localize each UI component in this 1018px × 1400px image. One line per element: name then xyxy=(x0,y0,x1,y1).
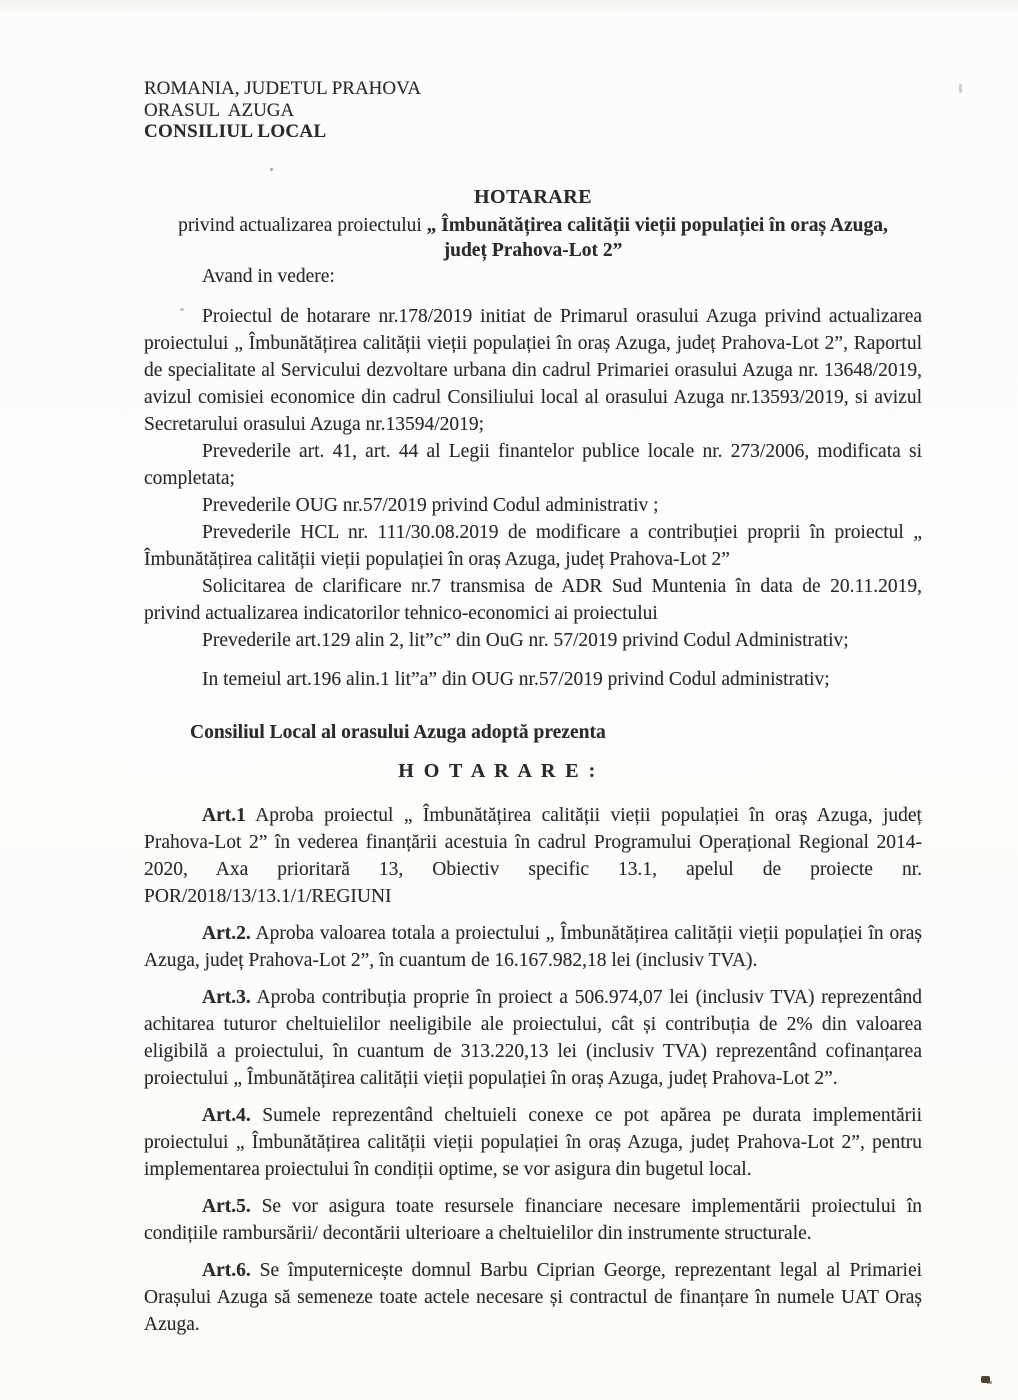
article-1-text: Aproba proiectul „ Îmbunătățirea calității vieții populației în oraș Azuga, județ Prahova-Lot 2” în vederea finanțării acestuia în cadrul Programului Operațional Regional 2014-2020, Axa prioritară 13, Obiectiv specific 13.1, apelul de proiecte nr. POR/2018/13/13.1/1/REGIUNI xyxy=(144,804,922,907)
scan-speck xyxy=(846,446,850,449)
article-5-label: Art.5. xyxy=(202,1195,251,1217)
scan-ink-mark xyxy=(981,1376,990,1383)
preamble-item: Prevederile art. 41, art. 44 al Legii finantelor publice locale nr. 273/2006, modificata si completata; xyxy=(144,440,922,489)
preamble-heading: Avand in vedere: xyxy=(202,265,335,287)
article-2-text: Aproba valoarea totala a proiectului „ Îmbunătățirea calității vieții populației în oraș Azuga, județ Prahova-Lot 2”, în cuantum de 16.167.982,18 lei (inclusiv TVA). xyxy=(144,922,922,971)
preamble-item: Prevederile art.129 alin 2, lit”c” din OuG nr. 57/2019 privind Codul Administrativ; xyxy=(202,629,849,651)
article-1-label: Art.1 xyxy=(202,804,246,826)
article-6-text: Se împuternicește domnul Barbu Ciprian George, reprezentant legal al Primariei Orașului Azuga să semeneze toate actele necesare și contractul de finanțare în numele UAT Oraș Azuga. xyxy=(144,1259,923,1335)
document-title: HOTARARE xyxy=(473,185,593,208)
preamble-item: Prevederile OUG nr.57/2019 privind Codul administrativ ; xyxy=(202,494,659,516)
article-5 xyxy=(144,1193,922,1247)
article-2 xyxy=(144,920,922,974)
article-4-label: Art.4. xyxy=(202,1104,251,1126)
article-2-label: Art.2. xyxy=(202,922,251,944)
document-subtitle-line2: județ Prahova-Lot 2” xyxy=(443,239,623,261)
document-subtitle-line1 xyxy=(144,213,922,238)
header-council: CONSILIUL LOCAL xyxy=(144,121,327,142)
article-5-text: Se vor asigura toate resursele financiare necesare implementării proiectului în condițiile rambursării/ decontării ulterioare a cheltuielilor din instrumente structurale. xyxy=(144,1195,923,1244)
preamble-item: Solicitarea de clarificare nr.7 transmisa de ADR Sud Muntenia în data de 20.11.2019, privind actualizarea indicatorilor tehnico-economici ai proiectului xyxy=(144,575,922,624)
document-content xyxy=(144,78,922,1338)
article-1 xyxy=(144,802,922,910)
article-3-text: Aproba contribuția proprie în proiect a 506.974,07 lei (inclusiv TVA) reprezentând achitarea tuturor cheltuielilor neeligibile ale proiectului, cât și contribuția de 2% din valoarea eligibilă a proiectului, în cuantum de 313.220,13 lei (inclusiv TVA) reprezentând cofinanțarea proiectului „ Îmbunătățirea calității vieții populației în oraș Azuga, județ Prahova-Lot 2”. xyxy=(144,986,922,1089)
article-3 xyxy=(144,984,922,1092)
article-6-label: Art.6. xyxy=(202,1259,251,1281)
scan-speck xyxy=(180,308,184,311)
scan-speck xyxy=(270,168,273,171)
preamble-item: Prevederile HCL nr. 111/30.08.2019 de modificare a contribuției proprii în proiectul „ Îmbunătățirea calității vieții populației în oraș Azuga, județ Prahova-Lot 2” xyxy=(144,521,922,570)
header-city: ORASUL AZUGA xyxy=(144,99,295,121)
issuing-authority-header xyxy=(144,78,922,143)
article-6 xyxy=(144,1257,922,1338)
legal-basis: In temeiul art.196 alin.1 lit”a” din OUG nr.57/2019 privind Codul administrativ; xyxy=(202,668,830,690)
article-4-text: Sumele reprezentând cheltuieli conexe ce pot apărea pe durata implementării proiectului „ Îmbunătățirea calității vieții populației în oraș Azuga, județ Prahova-Lot 2”, pentru implementarea proiectului în condiții optime, se vor asigura din bugetul local. xyxy=(144,1104,923,1180)
article-4 xyxy=(144,1102,922,1183)
document-title-block xyxy=(144,185,922,263)
subtitle-bold-part: „ Îmbunătățirea calității vieții populației în oraș Azuga, xyxy=(426,214,888,236)
adoption-line: Consiliul Local al orasului Azuga adoptă prezenta xyxy=(190,721,606,743)
subtitle-regular-part: privind actualizarea proiectului xyxy=(178,214,427,236)
scan-speck xyxy=(959,84,962,93)
decision-heading: H O T A R A R E : xyxy=(398,759,598,782)
preamble-item: Proiectul de hotarare nr.178/2019 initiat de Primarul orasului Azuga privind actualizarea proiectului „ Îmbunătățirea calității vieții populației în oraș Azuga, județ Prahova-Lot 2”, Raportul de specialitate al Servicului dezvoltare urbana din cadrul Primariei orasului Azuga nr. 13648/2019, avizul comisiei economice din cadrul Consiliului local al orasului Azuga nr.13593/2019, si avizul Secretarului orasului Azuga nr.13594/2019; xyxy=(144,305,922,435)
article-3-label: Art.3. xyxy=(202,986,251,1008)
header-country-county: ROMANIA, JUDETUL PRAHOVA xyxy=(144,78,422,99)
